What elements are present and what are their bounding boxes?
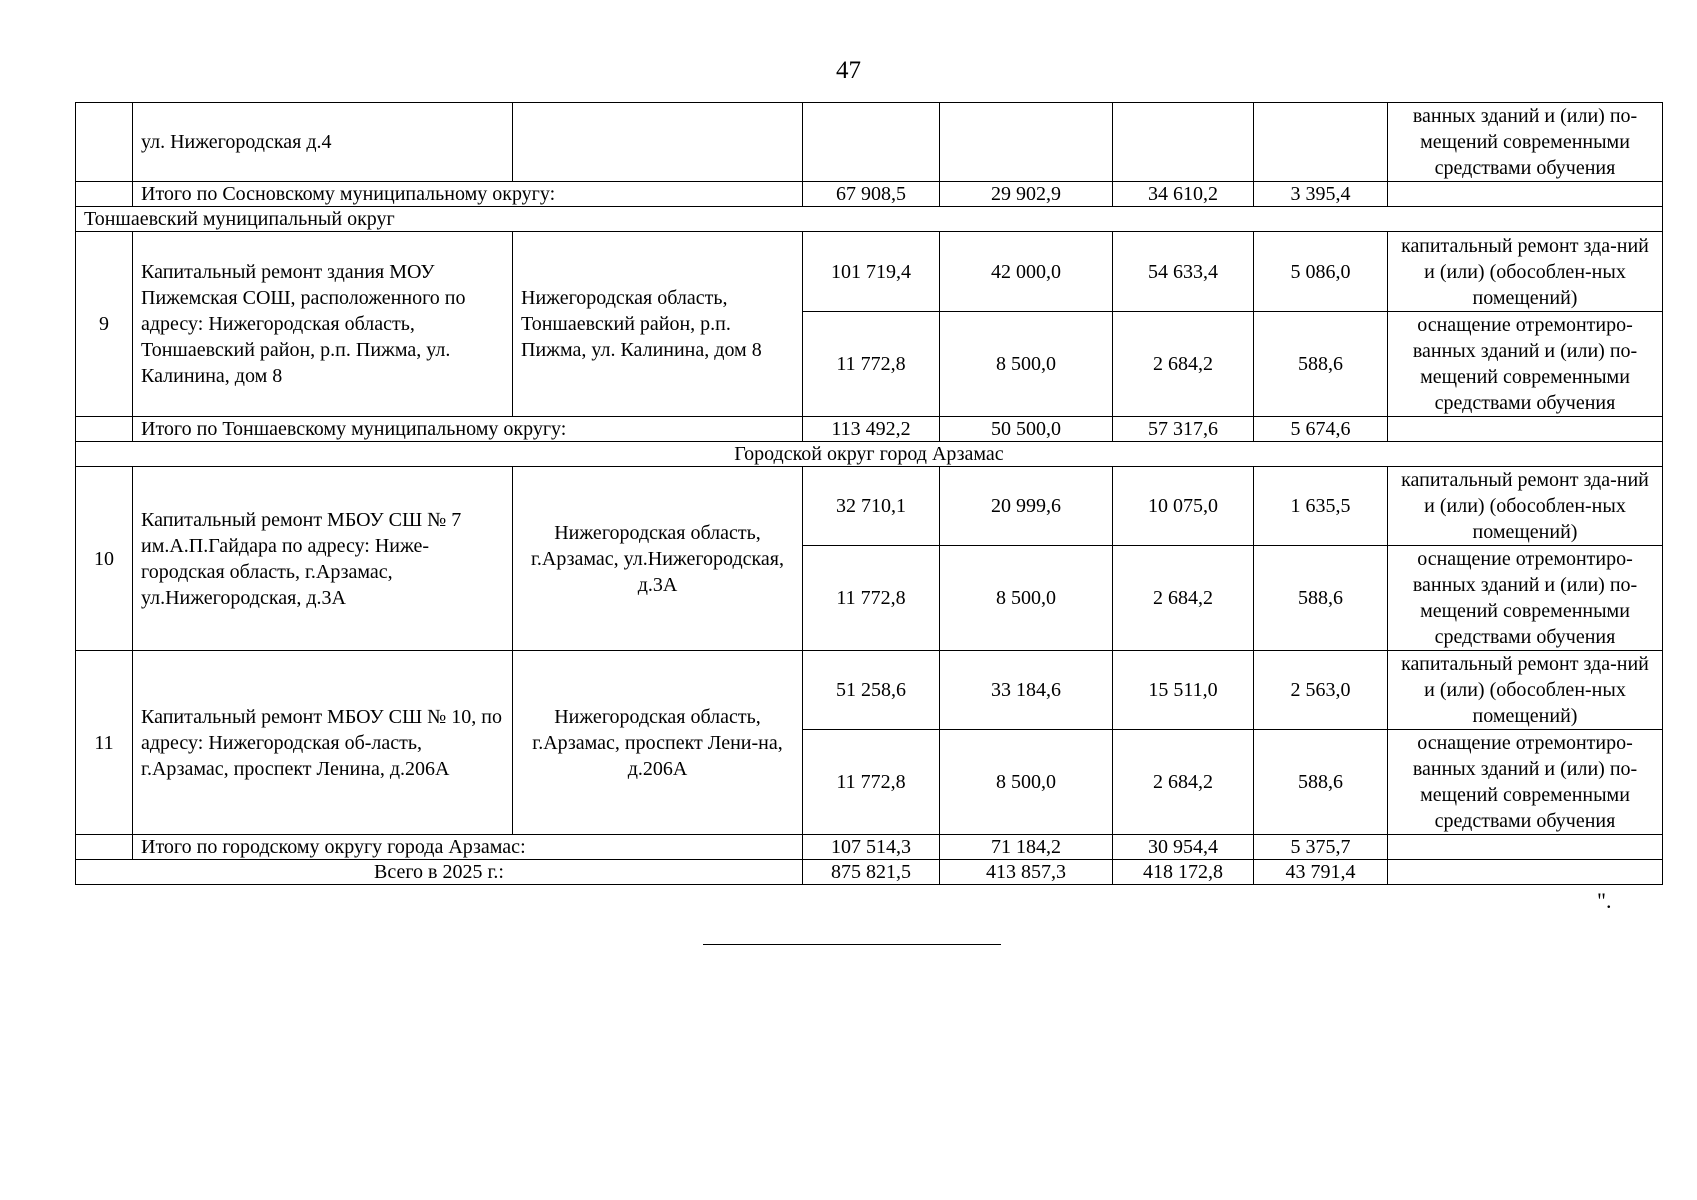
grand-total-label: Всего в 2025 г.: — [76, 860, 803, 885]
region-header-row — [76, 442, 1663, 467]
object-name: Капитальный ремонт здания МОУ Пижемская СОШ, расположенного по адресу: Нижегородская область, Тоншаевский район, р.п. Пижма, ул. Калинина, дом 8 — [133, 232, 513, 417]
row-number: 9 — [76, 232, 133, 417]
subtotal-value: 50 500,0 — [940, 417, 1113, 442]
subtotal-label: Итого по городскому округу города Арзамас: — [133, 835, 803, 860]
row-number: 11 — [76, 651, 133, 835]
value-cell: 5 086,0 — [1254, 232, 1388, 312]
table-row — [76, 651, 1663, 730]
row-number: 10 — [76, 467, 133, 651]
subtotal-value: 57 317,6 — [1113, 417, 1254, 442]
subtotal-value: 113 492,2 — [803, 417, 940, 442]
value-cell: 8 500,0 — [940, 730, 1113, 835]
value-cell — [1254, 103, 1388, 182]
value-cell: 20 999,6 — [940, 467, 1113, 546]
value-cell — [803, 103, 940, 182]
subtotal-row — [76, 417, 1663, 442]
value-cell: 2 684,2 — [1113, 546, 1254, 651]
region-header-row — [76, 207, 1663, 232]
grand-total-value: 875 821,5 — [803, 860, 940, 885]
table-row — [76, 232, 1663, 312]
table-row — [76, 467, 1663, 546]
region-title: Городской округ город Арзамас — [76, 442, 1663, 467]
subtotal-row — [76, 835, 1663, 860]
value-cell: 588,6 — [1254, 730, 1388, 835]
object-name: Капитальный ремонт МБОУ СШ № 7 им.А.П.Гайдара по адресу: Ниже-городская область, г.Арзамас, ул.Нижегородская, д.3А — [133, 467, 513, 651]
object-address: Нижегородская область, г.Арзамас, проспект Лени-на, д.206А — [513, 651, 803, 835]
subtotal-row — [76, 182, 1663, 207]
value-cell: 11 772,8 — [803, 546, 940, 651]
subtotal-label: Итого по Сосновскому муниципальному округу: — [133, 182, 803, 207]
row-number-cell — [76, 103, 133, 182]
value-cell: 2 563,0 — [1254, 651, 1388, 730]
subtotal-value: 5 375,7 — [1254, 835, 1388, 860]
value-cell: 32 710,1 — [803, 467, 940, 546]
object-name: Капитальный ремонт МБОУ СШ № 10, по адресу: Нижегородская об-ласть, г.Арзамас, проспект Ленина, д.206А — [133, 651, 513, 835]
grand-total-row — [76, 860, 1663, 885]
subtotal-label: Итого по Тоншаевскому муниципальному округу: — [133, 417, 803, 442]
value-cell: 33 184,6 — [940, 651, 1113, 730]
object-address: Нижегородская область, г.Арзамас, ул.Нижегородская, д.3А — [513, 467, 803, 651]
value-cell: 2 684,2 — [1113, 312, 1254, 417]
value-cell: 8 500,0 — [940, 312, 1113, 417]
value-cell: 11 772,8 — [803, 312, 940, 417]
object-name-cell: ул. Нижегородская д.4 — [133, 103, 513, 182]
subtotal-value: 5 674,6 — [1254, 417, 1388, 442]
value-cell: 588,6 — [1254, 312, 1388, 417]
value-cell: 15 511,0 — [1113, 651, 1254, 730]
subtotal-value: 30 954,4 — [1113, 835, 1254, 860]
grand-total-value: 43 791,4 — [1254, 860, 1388, 885]
value-cell — [940, 103, 1113, 182]
value-cell: 588,6 — [1254, 546, 1388, 651]
purpose-cell: капитальный ремонт зда-ний и (или) (обособлен-ных помещений) — [1388, 467, 1663, 546]
grand-total-value: 413 857,3 — [940, 860, 1113, 885]
value-cell: 8 500,0 — [940, 546, 1113, 651]
table-row — [76, 103, 1663, 182]
region-title: Тоншаевский муниципальный округ — [76, 207, 1663, 232]
closing-separator-line — [703, 944, 1001, 945]
subtotal-value: 107 514,3 — [803, 835, 940, 860]
funding-table — [75, 102, 1663, 885]
page-number: 47 — [836, 57, 861, 84]
value-cell: 101 719,4 — [803, 232, 940, 312]
value-cell: 1 635,5 — [1254, 467, 1388, 546]
closing-quote-mark: ". — [1597, 888, 1612, 913]
subtotal-value: 29 902,9 — [940, 182, 1113, 207]
subtotal-value: 3 395,4 — [1254, 182, 1388, 207]
purpose-cell: ванных зданий и (или) по-мещений современными средствами обучения — [1388, 103, 1663, 182]
subtotal-value: 34 610,2 — [1113, 182, 1254, 207]
purpose-cell: оснащение отремонтиро-ванных зданий и (или) по-мещений современными средствами обучения — [1388, 730, 1663, 835]
value-cell: 54 633,4 — [1113, 232, 1254, 312]
purpose-cell: капитальный ремонт зда-ний и (или) (обособлен-ных помещений) — [1388, 651, 1663, 730]
address-cell — [513, 103, 803, 182]
value-cell — [1113, 103, 1254, 182]
purpose-cell: капитальный ремонт зда-ний и (или) (обособлен-ных помещений) — [1388, 232, 1663, 312]
value-cell: 11 772,8 — [803, 730, 940, 835]
purpose-cell: оснащение отремонтиро-ванных зданий и (или) по-мещений современными средствами обучения — [1388, 312, 1663, 417]
object-address: Нижегородская область, Тоншаевский район, р.п. Пижма, ул. Калинина, дом 8 — [513, 232, 803, 417]
grand-total-value: 418 172,8 — [1113, 860, 1254, 885]
value-cell: 51 258,6 — [803, 651, 940, 730]
value-cell: 2 684,2 — [1113, 730, 1254, 835]
value-cell: 42 000,0 — [940, 232, 1113, 312]
subtotal-value: 67 908,5 — [803, 182, 940, 207]
subtotal-value: 71 184,2 — [940, 835, 1113, 860]
value-cell: 10 075,0 — [1113, 467, 1254, 546]
purpose-cell: оснащение отремонтиро-ванных зданий и (или) по-мещений современными средствами обучения — [1388, 546, 1663, 651]
